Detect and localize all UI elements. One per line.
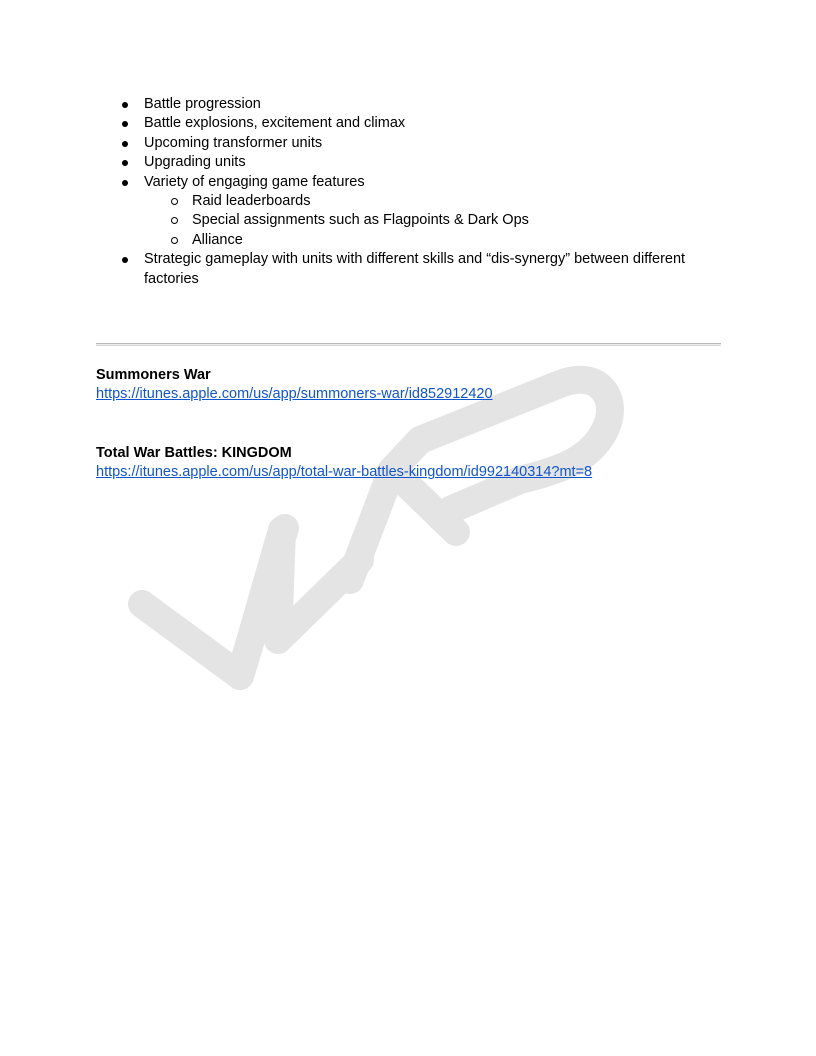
reference-title: Summoners War <box>96 367 211 383</box>
feature-list <box>144 95 704 289</box>
list-item: Battle explosions, excitement and climax <box>144 114 704 133</box>
reference-link[interactable]: https://itunes.apple.com/us/app/total-war-battles-kingdom/id992140314?mt=8 <box>96 464 593 481</box>
reference-title: Total War Battles: KINGDOM <box>96 445 292 461</box>
sub-list-item: Raid leaderboards <box>192 192 704 211</box>
list-item: Variety of engaging game features Raid leaderboards Special assignments such as Flagpoints & Dark Ops Alliance <box>144 173 704 251</box>
reference-entry <box>96 444 592 483</box>
list-item: Battle progression <box>144 95 704 114</box>
reference-entry <box>96 366 493 405</box>
list-item: Upcoming transformer units <box>144 134 704 153</box>
reference-link[interactable]: https://itunes.apple.com/us/app/summoners-war/id852912420 <box>96 386 493 403</box>
sub-list-item: Alliance <box>192 231 704 250</box>
horizontal-divider <box>96 343 721 346</box>
game-features-sublist <box>144 192 704 250</box>
list-item: Upgrading units <box>144 153 704 172</box>
list-item: Strategic gameplay with units with different skills and “dis-synergy” between different factories <box>144 250 704 289</box>
sub-list-item: Special assignments such as Flagpoints & Dark Ops <box>192 211 704 230</box>
